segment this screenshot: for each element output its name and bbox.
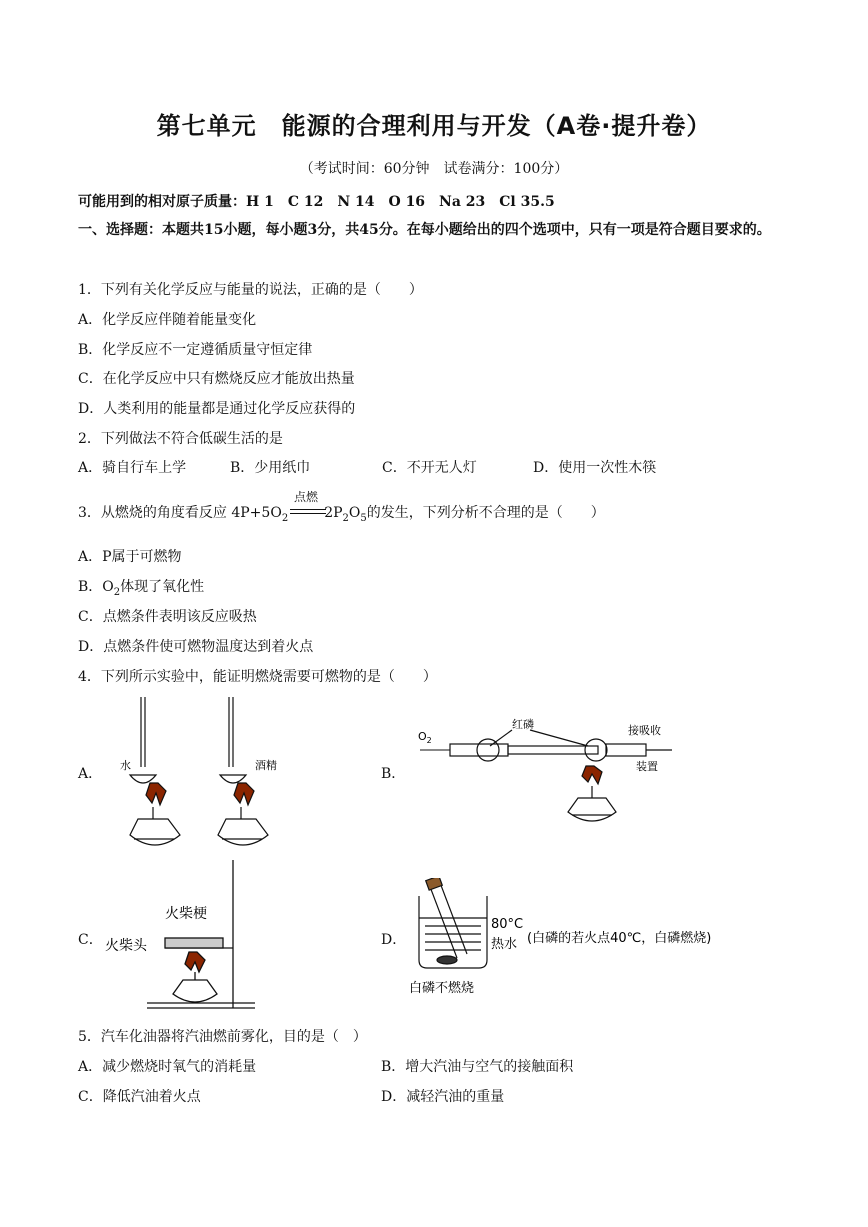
page-title: 第七单元 能源的合理利用与开发（A卷·提升卷） — [156, 112, 712, 140]
question-4-option-b-label[interactable]: B． — [381, 766, 406, 782]
hot-water-label: 热水 — [491, 937, 518, 952]
question-3-option-b-end: 体现了氧化性 — [120, 579, 205, 595]
question-4-stem: 4．下列所示实验中，能证明燃烧需要可燃物的是（ ） — [78, 669, 437, 685]
question-1-stem: 1．下列有关化学反应与能量的说法，正确的是（ ） — [78, 282, 423, 298]
question-3-product-p: 2P — [324, 505, 343, 521]
o2-label: $O_2$ — [418, 730, 432, 745]
question-3-p-subscript: 2 — [342, 512, 349, 524]
red-phosphorus-label: 红磷 — [512, 718, 534, 731]
question-3-o2-subscript: 2 — [281, 512, 289, 524]
question-4-option-a-label[interactable]: A． — [78, 766, 103, 782]
white-phosphorus-not-burning-label: 白磷不燃烧 — [409, 981, 475, 996]
question-1-option-b[interactable]: B．化学反应不一定遵循质量守恒定律 — [78, 342, 313, 358]
question-3-option-b-start: B．O — [78, 579, 114, 595]
figure-b-red-phosphorus-tube — [410, 710, 700, 835]
match-stick-label: 火柴梗 — [165, 906, 207, 922]
question-5-option-a[interactable]: A．减少燃烧时氧气的消耗量 — [78, 1059, 257, 1075]
question-3-option-d[interactable]: D．点燃条件使可燃物温度达到着火点 — [78, 639, 314, 655]
absorb-device-label-1: 接吸收 — [628, 724, 661, 737]
question-1-option-d[interactable]: D．人类利用的能量都是通过化学反应获得的 — [78, 401, 356, 417]
reaction-condition-label: 点燃 — [294, 490, 319, 504]
question-3-product-o: O — [348, 505, 361, 521]
stand-and-lamp — [147, 860, 255, 1008]
question-4-option-d-label[interactable]: D． — [381, 932, 407, 948]
figure-a-water-alcohol-burning — [110, 695, 280, 860]
figure-c-match-head-stick — [105, 858, 260, 1016]
tube-assembly — [450, 730, 672, 821]
question-5-option-b[interactable]: B．增大汽油与空气的接触面积 — [381, 1059, 574, 1075]
question-2-stem: 2．下列做法不符合低碳生活的是 — [78, 431, 283, 447]
section-one-instructions: 一、选择题：本题共15小题，每小题3分，共45分。在每小题给出的四个选项中，只有一项是符合题目要求的。 — [78, 222, 771, 238]
question-2-option-d[interactable]: D．使用一次性木筷 — [533, 460, 657, 476]
page-subtitle: （考试时间：60分钟 试卷满分：100分） — [299, 161, 569, 177]
alcohol-label: 酒精 — [255, 759, 277, 772]
reaction-equals-line-bottom — [290, 513, 326, 514]
question-1-option-c[interactable]: C．在化学反应中只有燃烧反应才能放出热量 — [78, 371, 355, 387]
question-4-option-c-label[interactable]: C． — [78, 932, 103, 948]
question-3-o-subscript: 5 — [360, 512, 367, 524]
question-5-stem: 5．汽车化油器将汽油燃前雾化，目的是（ ） — [78, 1029, 367, 1045]
question-2-option-b[interactable]: B．少用纸巾 — [230, 460, 311, 476]
question-3-option-c[interactable]: C．点燃条件表明该反应吸热 — [78, 609, 257, 625]
figure-d-white-phosphorus-beaker — [405, 878, 785, 1000]
question-3-option-a[interactable]: A．P属于可燃物 — [78, 549, 182, 565]
question-5-option-d[interactable]: D．减轻汽油的重量 — [381, 1089, 505, 1105]
beaker-with-tube — [419, 878, 487, 968]
match-head-label: 火柴头 — [105, 938, 147, 954]
temperature-label: 80°C — [491, 917, 524, 932]
question-3-stem-end: 的发生，下列分析不合理的是（ ） — [366, 505, 605, 521]
question-2-option-c[interactable]: C．不开无人灯 — [382, 460, 477, 476]
question-3-stem-start: 3．从燃烧的角度看反应 4P+5O — [78, 505, 282, 521]
question-3-option-b[interactable] — [78, 577, 204, 603]
question-1-option-a[interactable]: A．化学反应伴随着能量变化 — [78, 312, 257, 328]
question-3-option-b-subscript: 2 — [113, 586, 121, 598]
question-3-stem — [78, 503, 605, 529]
apparatus-left — [130, 697, 180, 845]
question-5-option-c[interactable]: C．降低汽油着火点 — [78, 1089, 201, 1105]
reaction-equals-line-top — [290, 509, 326, 510]
atomic-masses: 可能用到的相对原子质量：H 1 C 12 N 14 O 16 Na 23 Cl 35.5 — [78, 194, 555, 210]
ignition-note: (白磷的若火点40℃，白磷燃烧) — [527, 931, 712, 946]
question-2-option-a[interactable]: A．骑自行车上学 — [78, 460, 187, 476]
water-label: 水 — [120, 759, 131, 772]
absorb-device-label-2: 装置 — [636, 760, 658, 773]
